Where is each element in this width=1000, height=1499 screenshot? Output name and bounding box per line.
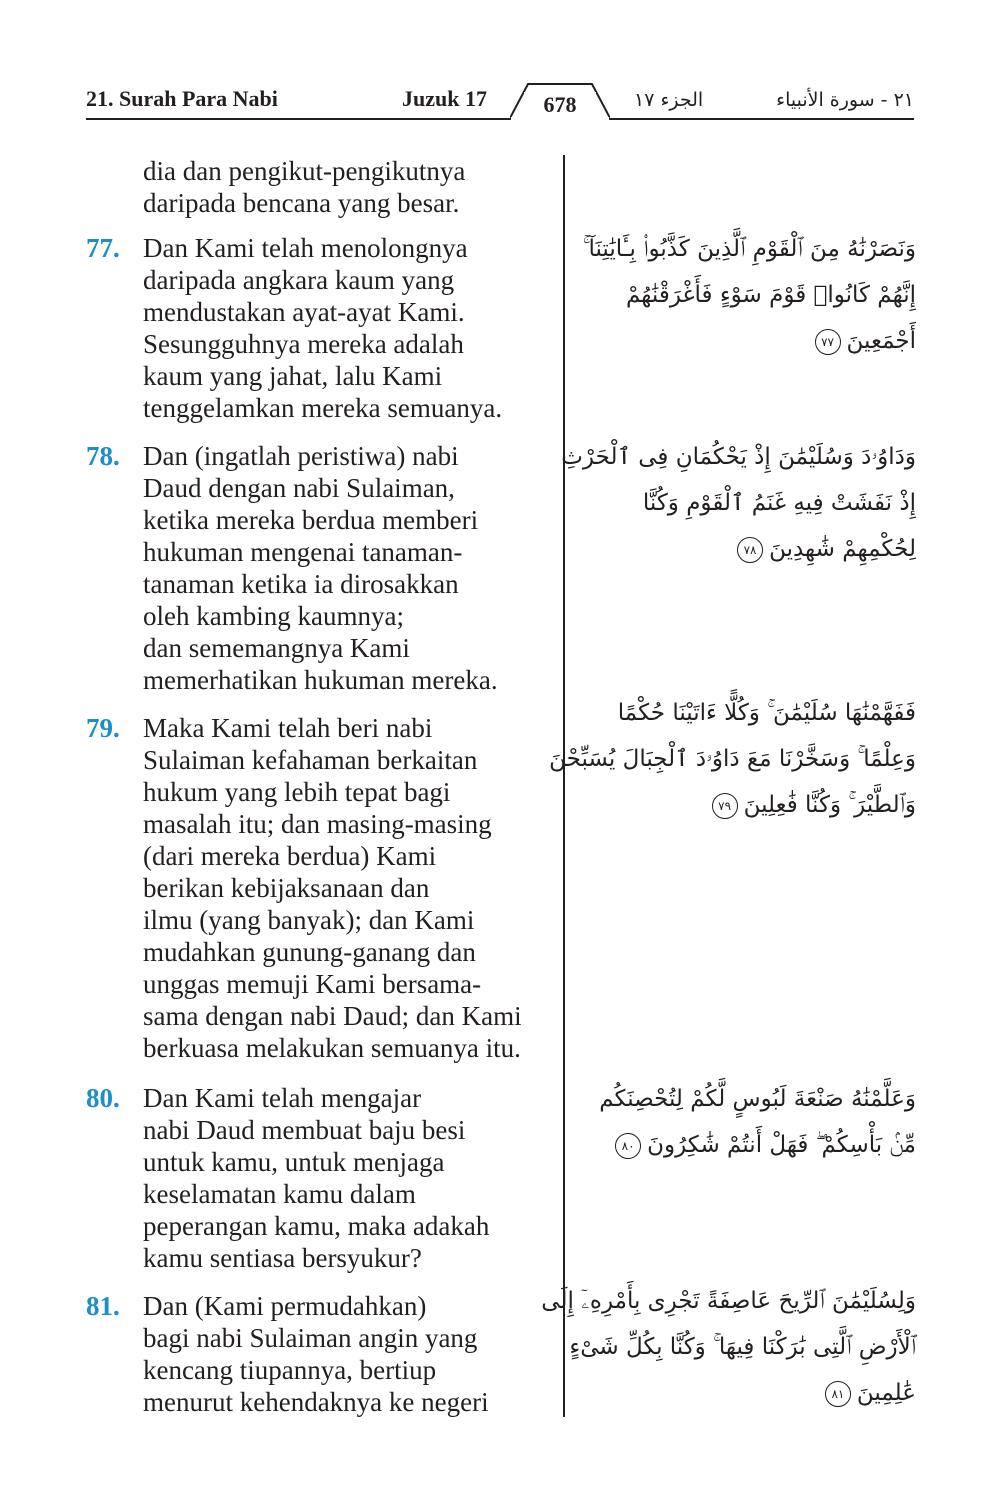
arabic-text: أَجْمَعِينَ [846, 328, 916, 354]
juz-label-ar: الجزء ١٧ [634, 89, 704, 111]
text-line: hukuman mengenai tanaman- [143, 537, 463, 567]
arabic-line: وَدَاوُۥدَ وَسُلَيْمَٰنَ إِذْ يَحْكُمَانِ فِى ٱلْحَرْثِ [561, 444, 916, 470]
arabic-line-final [584, 782, 916, 828]
text-line: tenggelamkan mereka semuanya. [143, 393, 503, 423]
text-line: ilmu (yang banyak); dan Kami [143, 905, 475, 935]
text-line: untuk kamu, untuk menjaga [143, 1147, 445, 1177]
text-line: (dari mereka berdua) Kami [143, 841, 437, 871]
verse-78-arabic [561, 434, 916, 572]
text-line: berikan kebijaksanaan dan [143, 873, 430, 903]
ayah-number-marker: ٧٨ [737, 537, 763, 563]
text-line: mendustakan ayat-ayat Kami. [143, 297, 465, 327]
text-line: mudahkan gunung-ganang dan [143, 937, 476, 967]
text-line: menurut kehendaknya ke negeri [143, 1387, 489, 1417]
arabic-text: لِحُكْمِهِمْ شَٰهِدِينَ [769, 536, 916, 562]
text-line: nabi Daud membuat baju besi [143, 1115, 466, 1145]
ayah-number-marker: ٨٠ [615, 1133, 641, 1159]
text-line: masalah itu; dan masing-masing [143, 809, 492, 839]
text-line: kaum yang jahat, lalu Kami [143, 361, 443, 391]
verse-number: 78. [86, 441, 120, 471]
arabic-line: وَعِلْمًا ۚ وَسَخَّرْنَا مَعَ دَاوُۥدَ ٱلْجِبَالَ يُسَبِّحْنَ [549, 746, 916, 772]
text-line: keselamatan kamu dalam [143, 1179, 416, 1209]
verse-translation [143, 1290, 489, 1418]
verse-79-arabic [549, 690, 916, 828]
verse-number: 79. [86, 713, 120, 743]
page-number: 678 [524, 92, 596, 118]
text-line: tanaman ketika ia dirosakkan [143, 569, 459, 599]
text-line: unggas memuji Kami bersama- [143, 969, 482, 999]
verse-number: 80. [86, 1083, 120, 1113]
arabic-line-final [584, 526, 916, 572]
text-line: Dan (Kami permudahkan) [143, 1291, 427, 1321]
continuation-text [143, 155, 465, 219]
text-line: oleh kambing kaumnya; [143, 601, 404, 631]
text-line: dan sememangnya Kami [143, 633, 410, 663]
verse-translation [143, 440, 498, 696]
verse-translation [143, 712, 522, 1064]
arabic-text: مِّنۢ بَأْسِكُمْ ۖ فَهَلْ أَنتُمْ شَٰكِرُونَ [647, 1132, 916, 1158]
text-line: Maka Kami telah beri nabi [143, 713, 433, 743]
arabic-text: وَٱلطَّيْرَ ۚ وَكُنَّا فَٰعِلِينَ [743, 792, 916, 818]
text-line: bagi nabi Sulaiman angin yang [143, 1323, 478, 1353]
text-line: Sesungguhnya mereka adalah [143, 329, 464, 359]
text-line: Dan Kami telah menolongnya [143, 233, 468, 263]
ayah-number-marker: ٧٩ [712, 793, 738, 819]
text-line: Sulaiman kefahaman berkaitan [143, 745, 478, 775]
verse-translation [143, 232, 502, 424]
arabic-line: إِذْ نَفَشَتْ فِيهِ غَنَمُ ٱلْقَوْمِ وَكُنَّا [642, 490, 916, 516]
text-line: daripada bencana yang besar. [143, 188, 460, 218]
text-line: hukum yang lebih tepat bagi [143, 777, 451, 807]
header-rule [86, 118, 914, 120]
text-line: dia dan pengikut-pengikutnya [143, 156, 466, 186]
text-line: Daud dengan nabi Sulaiman, [143, 473, 455, 503]
juz-label-en: Juzuk 17 [402, 86, 487, 111]
arabic-line-final [584, 318, 916, 364]
page-header [86, 80, 914, 124]
verse-number: 81. [86, 1291, 120, 1321]
surah-title-en: 21. Surah Para Nabi [86, 86, 278, 111]
surah-title-ar: ٢١ - سورة الأنبياء [776, 89, 914, 111]
arabic-line: ٱلْأَرْضِ ٱلَّتِى بَٰرَكْنَا فِيهَا ۚ وَكُنَّا بِكُلِّ شَىْءٍ [569, 1334, 916, 1360]
text-line: berkuasa melakukan semuanya itu. [143, 1033, 521, 1063]
text-line: daripada angkara kaum yang [143, 265, 455, 295]
ayah-number-marker: ٧٧ [815, 329, 841, 355]
verse-number: 77. [86, 233, 120, 263]
arabic-line: فَفَهَّمْنَٰهَا سُلَيْمَٰنَ ۚ وَكُلًّا ءَاتَيْنَا حُكْمًا [617, 700, 916, 726]
ayah-number-marker: ٨١ [825, 1381, 851, 1407]
text-line: kencang tiupannya, bertiup [143, 1355, 437, 1385]
text-line: ketika mereka berdua memberi [143, 505, 479, 535]
column-divider [563, 155, 565, 1417]
text-line: Dan (ingatlah peristiwa) nabi [143, 441, 459, 471]
arabic-text: عَٰلِمِينَ [856, 1380, 916, 1406]
arabic-line: وَنَصَرْنَٰهُ مِنَ ٱلْقَوْمِ ٱلَّذِينَ كَذَّبُوا۟ بِـَٔايَٰتِنَآ ۚ [582, 236, 916, 262]
text-line: sama dengan nabi Daud; dan Kami [143, 1001, 522, 1031]
text-line: memerhatikan hukuman mereka. [143, 665, 498, 695]
text-line: kamu sentiasa bersyukur? [143, 1243, 422, 1273]
arabic-line-final [584, 1122, 916, 1168]
verse-77-arabic [584, 226, 916, 364]
arabic-line-final [584, 1370, 916, 1416]
text-line: peperangan kamu, maka adakah [143, 1211, 490, 1241]
arabic-line: وَعَلَّمْنَٰهُ صَنْعَةَ لَبُوسٍ لَّكُمْ لِتُحْصِنَكُم [599, 1086, 916, 1112]
verse-81-arabic [541, 1278, 916, 1416]
verse-translation [143, 1082, 489, 1274]
arabic-line: إِنَّهُمْ كَانُوا۟ قَوْمَ سَوْءٍ فَأَغْرَقْنَٰهُمْ [625, 282, 916, 308]
verse-80-arabic [584, 1076, 916, 1168]
arabic-line: وَلِسُلَيْمَٰنَ ٱلرِّيحَ عَاصِفَةً تَجْرِى بِأَمْرِهِۦٓ إِلَى [541, 1288, 916, 1314]
text-line: Dan Kami telah mengajar [143, 1083, 422, 1113]
